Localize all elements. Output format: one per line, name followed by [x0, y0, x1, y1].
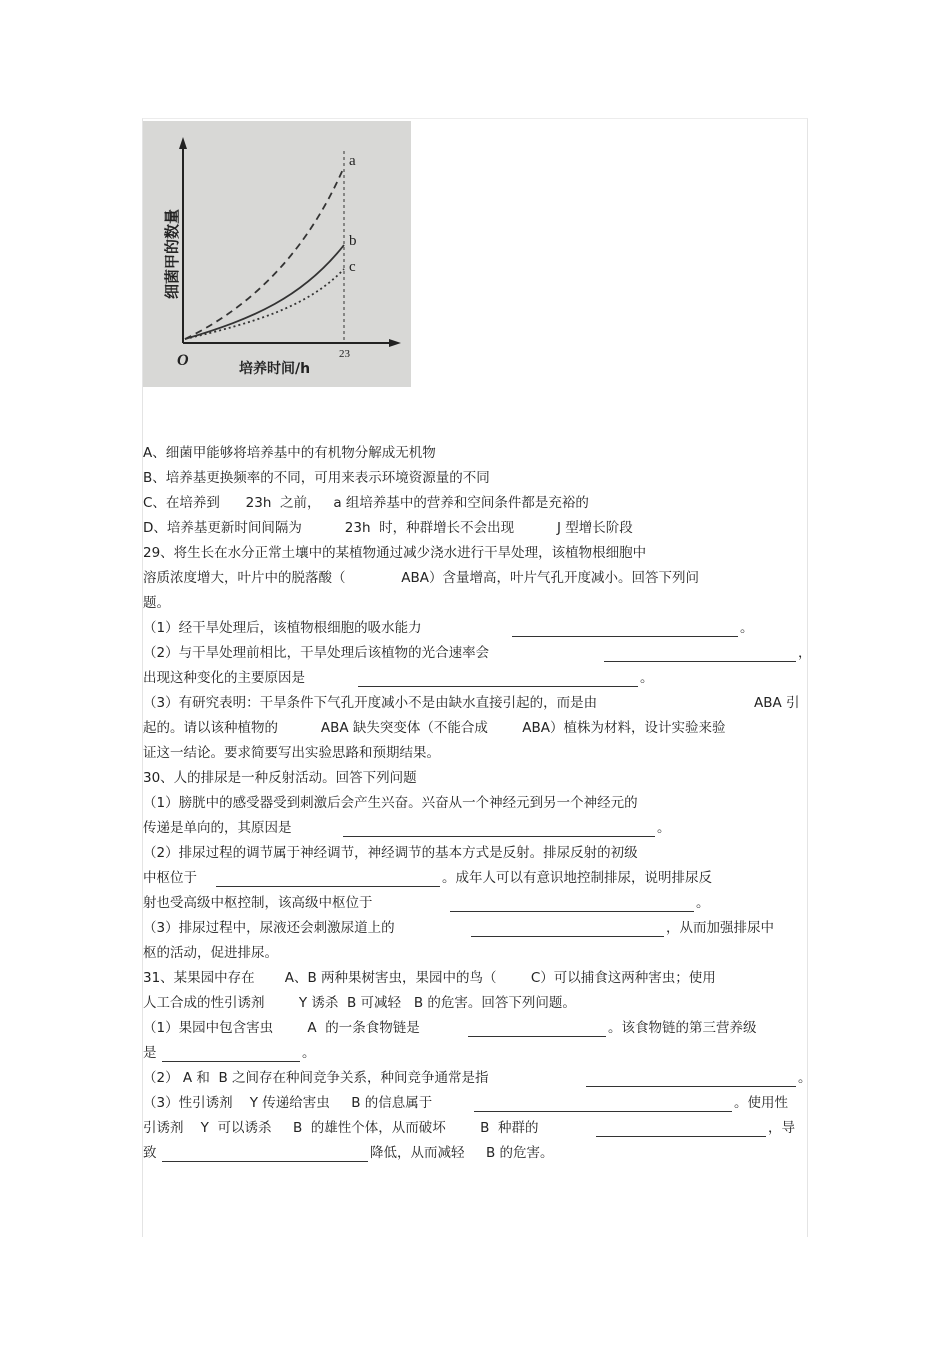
q29-part3-line1: （3）有研究表明：干旱条件下气孔开度减小不是由缺水直接引起的，而是由: [143, 695, 598, 711]
q31-part1-line1: （1）果园中包含害虫 A 的一条食物链是: [143, 1020, 420, 1036]
q30-p2-higher-center-blank[interactable]: [450, 911, 694, 912]
q31-p3-result-blank[interactable]: [162, 1161, 368, 1162]
q31-p3-line3-end: 降低，从而减轻 B 的危害。: [370, 1145, 554, 1161]
curve-c-label: c: [349, 259, 356, 275]
q31-part3-line3: 致: [143, 1145, 157, 1161]
q31-p3-info-type-blank[interactable]: [474, 1111, 732, 1112]
q30-part2-line3: 射也受高级中枢控制，该高级中枢位于: [143, 895, 373, 911]
q31-stem-1: 31、某果园中存在 A、B 两种果树害虫，果园中的鸟（ C）可以捕食这两种害虫；使用: [143, 970, 716, 986]
growth-chart-svg: [143, 121, 411, 387]
q31-part2: （2） A 和 B 之间存在种间竞争关系，种间竞争通常是指: [143, 1070, 489, 1086]
q31-part3-line2: 引诱剂 Y 可以诱杀 B 的雄性个体，从而破坏 B 种群的: [143, 1120, 539, 1136]
y-axis-label: 细菌甲的数量: [163, 208, 181, 299]
q30-p3-answer-blank[interactable]: [471, 936, 664, 937]
q29-p2b-end: 。: [640, 670, 654, 686]
q31-p2-end: 。: [798, 1070, 812, 1086]
q29-part3-line1-right: ABA 引: [754, 695, 800, 711]
q29-stem-1: 29、将生长在水分正常土壤中的某植物通过减少浇水进行干旱处理，该植物根细胞中: [143, 545, 647, 561]
q30-p3-line1-end: ，从而加强排尿中: [666, 920, 774, 936]
option-a: A、细菌甲能够将培养基中的有机物分解成无机物: [143, 445, 436, 461]
q30-p2-line2-end: 。成年人可以有意识地控制排尿，说明排尿反: [442, 870, 712, 886]
q29-p1-end: 。: [740, 620, 754, 636]
q29-part3-line3: 证这一结论。要求简要写出实验思路和预期结果。: [143, 745, 440, 761]
q31-p3-line1-end: 。使用性: [734, 1095, 788, 1111]
q31-p1-food-chain-blank[interactable]: [468, 1036, 606, 1037]
q30-p2-center-blank[interactable]: [216, 886, 440, 887]
x-axis-arrow-icon: [389, 339, 401, 347]
q29-part2: （2）与干旱处理前相比，干旱处理后该植物的光合速率会: [143, 645, 490, 661]
curve-a-label: a: [349, 153, 356, 169]
q31-stem-2: 人工合成的性引诱剂 Y 诱杀 B 可减轻 B 的危害。回答下列问题。: [143, 995, 576, 1011]
q30-part3-line1: （3）排尿过程中，尿液还会刺激尿道上的: [143, 920, 395, 936]
q30-p1-answer-blank[interactable]: [343, 836, 655, 837]
q30-part3-line2: 枢的活动，促进排尿。: [143, 945, 278, 961]
growth-curve-figure: [143, 121, 411, 387]
curve-b: [185, 245, 344, 339]
q31-p3-line2-end: ，导: [768, 1120, 795, 1136]
y-axis-arrow-icon: [179, 137, 187, 149]
q30-part1-line1: （1）膀胱中的感受器受到刺激后会产生兴奋。兴奋从一个神经元到另一个神经元的: [143, 795, 638, 811]
q29-p1-answer-blank[interactable]: [512, 636, 738, 637]
q29-p2-end: ，: [798, 645, 812, 661]
q29-stem-3: 题。: [143, 595, 170, 611]
q30-part2-line1: （2）排尿过程的调节属于神经调节，神经调节的基本方式是反射。排尿反射的初级: [143, 845, 638, 861]
q31-part3-line1: （3）性引诱剂 Y 传递给害虫 B 的信息属于: [143, 1095, 433, 1111]
q30-p1-end: 。: [657, 820, 671, 836]
q30-p2-line3-end: 。: [696, 895, 710, 911]
q31-p1-trophic-blank[interactable]: [162, 1061, 300, 1062]
q31-p3-population-blank[interactable]: [596, 1136, 766, 1137]
option-c: C、在培养到 23h 之前， a 组培养基中的营养和空间条件都是充裕的: [143, 495, 589, 511]
x-axis-label: 培养时间/h: [239, 361, 311, 377]
curve-a: [185, 167, 344, 339]
origin-label: O: [177, 352, 189, 369]
q29-part2-reason: 出现这种变化的主要原因是: [143, 670, 305, 686]
q31-p2-answer-blank[interactable]: [586, 1086, 796, 1087]
q29-stem-2: 溶质浓度增大，叶片中的脱落酸（ ABA）含量增高，叶片气孔开度减小。回答下列问: [143, 570, 700, 586]
q31-p1-line2-end: 。: [302, 1045, 316, 1061]
q31-p1-line1-end: 。该食物链的第三营养级: [608, 1020, 757, 1036]
q30-part1-line2: 传递是单向的，其原因是: [143, 820, 292, 836]
option-b: B、培养基更换频率的不同，可用来表示环境资源量的不同: [143, 470, 490, 486]
q29-p2-reason-blank[interactable]: [358, 686, 638, 687]
q29-part3-line2: 起的。请以该种植物的 ABA 缺失突变体（不能合成 ABA）植株为材料，设计实验来验: [143, 720, 726, 736]
q30-part2-line2: 中枢位于: [143, 870, 197, 886]
x-tick-23: 23: [339, 348, 350, 360]
option-d: D、培养基更新时间间隔为 23h 时，种群增长不会出现 J 型增长阶段: [143, 520, 633, 536]
q30-stem: 30、人的排尿是一种反射活动。回答下列问题: [143, 770, 417, 786]
q29-part1: （1）经干旱处理后，该植物根细胞的吸水能力: [143, 620, 422, 636]
curve-c: [185, 269, 344, 339]
q31-part1-line2: 是: [143, 1045, 157, 1061]
q29-p2-answer-blank[interactable]: [604, 661, 796, 662]
curve-b-label: b: [349, 233, 357, 249]
